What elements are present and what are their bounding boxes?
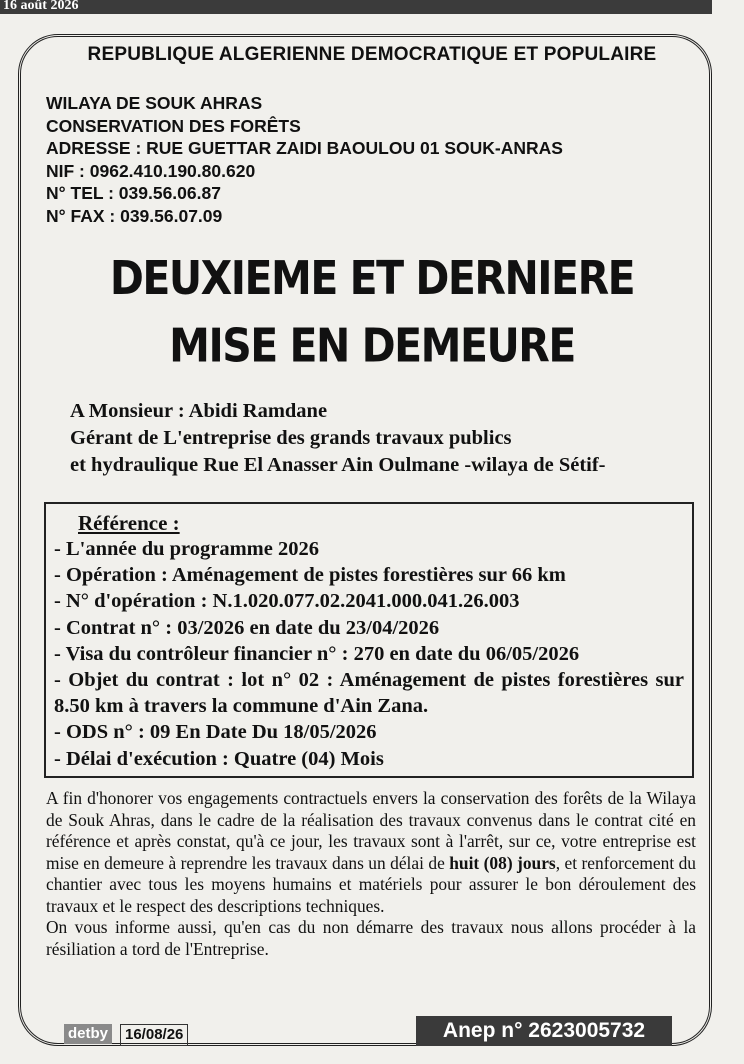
address-line: ADRESSE : RUE GUETTAR ZAIDI BAOULOU 01 SOUK-ANRAS: [46, 138, 563, 158]
body-paragraph-1: [46, 788, 696, 917]
conservation-line: CONSERVATION DES FORÊTS: [46, 115, 301, 136]
reference-item: - Objet du contrat : lot n° 02 : Aménagement de pistes forestières sur 8.50 km à travers la commune d'Ain Zana.: [54, 669, 684, 718]
reference-item: - L'année du programme 2026: [54, 538, 319, 560]
addressee-address: et hydraulique Rue El Anasser Ain Oulmane -wilaya de Sétif-: [70, 454, 606, 476]
reference-title: Référence :: [78, 511, 180, 535]
nif-line: NIF : 0962.410.190.80.620: [46, 160, 256, 181]
body-paragraph-2: On vous informe aussi, qu'en cas du non démarre des travaux nous allons procéder à la résiliation a tord de l'Entreprise.: [46, 917, 696, 959]
reference-item: - ODS n° : 09 En Date Du 18/05/2026: [54, 721, 377, 744]
reference-item: - Opération : Aménagement de pistes forestières sur 66 km: [54, 564, 566, 587]
publisher-logo: detby: [64, 1024, 112, 1044]
notice-body: [46, 788, 696, 960]
date-header: 16 août 2026: [3, 0, 79, 13]
anep-number-badge: Anep n° 2623005732: [416, 1016, 672, 1046]
sender-block: [46, 92, 563, 227]
deadline-highlight: huit (08) jours: [449, 852, 556, 873]
notice-title: [0, 245, 744, 379]
publication-date: 16/08/26: [120, 1024, 188, 1046]
reference-item: - Contrat n° : 03/2026 en date du 23/04/2026: [54, 616, 440, 639]
title-line-1: DEUXIEME ET DERNIERE: [109, 251, 635, 306]
body-text-run: , et renforcement du chantier avec tous les moyens humains et matériels pour assurer le bon déroulement des travaux et le respect des descriptions techniques.: [46, 852, 697, 916]
body-text-run: A fin d'honorer vos engagements contractuels envers la conservation des forêts de la Wilaya de Souk Ahras, dans le cadre de la réalisation des travaux convenus dans le contrat cité en référence et après constat, qu'à ce jour, les travaux sont à l'arrêt, sur ce, votre entreprise est mise en demeure à reprendre les travaux dans un délai de: [46, 788, 696, 873]
republic-heading: REPUBLIQUE ALGERIENNE DEMOCRATIQUE ET POPULAIRE: [87, 44, 657, 65]
tel-line: N° TEL : 039.56.06.87: [46, 183, 221, 203]
addressee-name: A Monsieur : Abidi Ramdane: [70, 400, 328, 422]
fax-line: N° FAX : 039.56.07.09: [46, 205, 223, 226]
addressee-role: Gérant de L'entreprise des grands travaux publics: [70, 427, 512, 449]
reference-item: - N° d'opération : N.1.020.077.02.2041.000.041.26.003: [54, 590, 520, 613]
reference-box: [44, 502, 694, 778]
reference-item: - Visa du contrôleur financier n° : 270 en date du 06/05/2026: [54, 642, 580, 665]
wilaya-line: WILAYA DE SOUK AHRAS: [46, 93, 263, 113]
date-header-bar: [0, 0, 712, 14]
title-line-2: MISE EN DEMEURE: [169, 318, 575, 373]
addressee-block: [70, 398, 606, 479]
reference-item: - Délai d'exécution : Quatre (04) Mois: [54, 747, 384, 770]
